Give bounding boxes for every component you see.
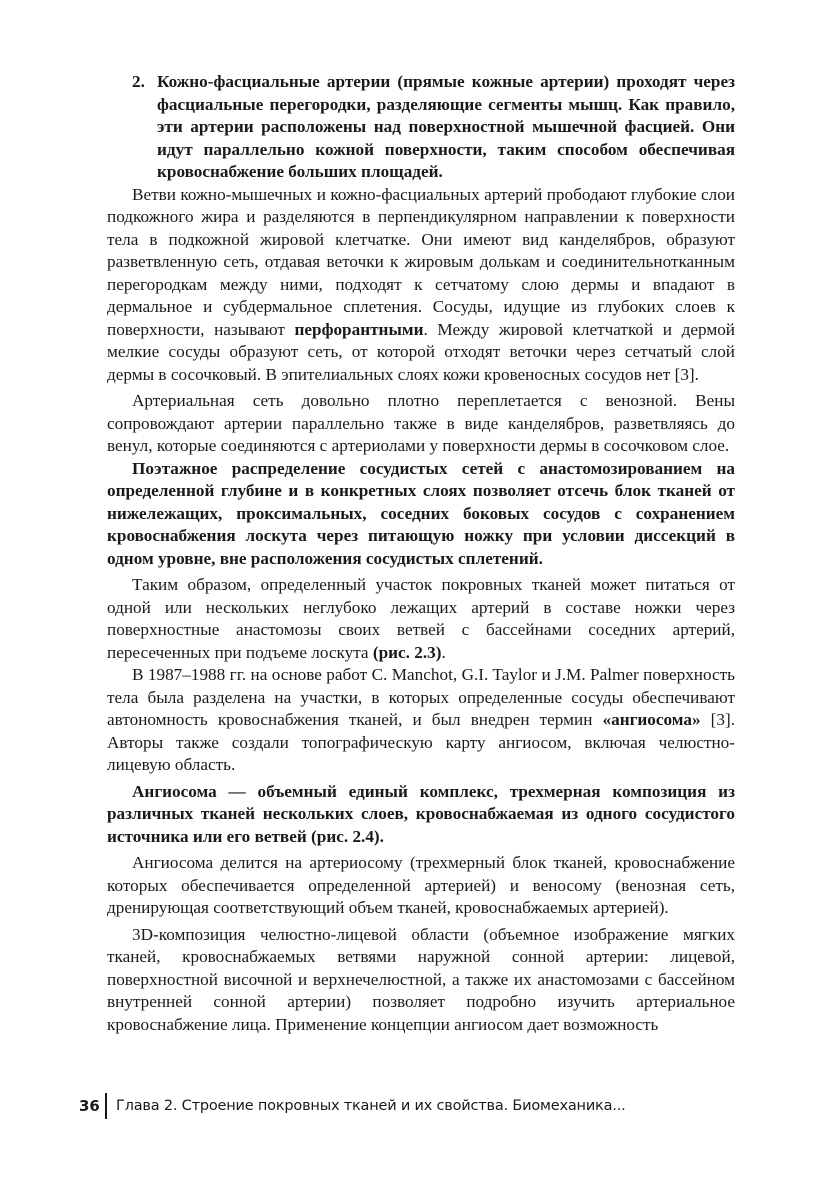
page-number: 36 (79, 1097, 100, 1115)
list-item-2 (107, 71, 735, 184)
term-perforators: перфорантными (294, 319, 424, 339)
page-footer (79, 1093, 626, 1119)
paragraph-3d-composition: 3D-композиция челюстно-лицевой области (объемное изображение мягких тканей, кровоснабжаемых ветвями наружной сонной артерии: лицевой, поверхностной височной и верхнечелюстной, а также их анастомозами с бассейном внутренней сонной артерии) позволяет подробно изучить артериальное кровоснабжение лица. Применение концепции ангиосом дает возможность (107, 924, 735, 1034)
running-head: Глава 2. Строение покровных тканей и их свойства. Биомеханика... (116, 1098, 626, 1114)
paragraph-arteriosome-venosome: Ангиосома делится на артериосому (трехмерный блок тканей, кровоснабжение которых обеспечивается определенной артерией) и веносому (венозная сеть, дренирующая соответствующий объем тканей, кровоснабжаемых артерией). (107, 853, 735, 917)
footer-divider (105, 1093, 107, 1119)
figure-ref-2-3: (рис. 2.3) (372, 642, 442, 662)
body-text (107, 71, 735, 1036)
paragraph-layered-distribution: Поэтажное распределение сосудистых сетей с анастомозированием на определенной глубине и в конкретных слоях позволяет отсечь блок тканей от нижележащих, проксимальных, соседних боковых сосудов с сохранением кровоснабжения лоскута через питающую ножку при условии диссекций в одном уровне, вне расположения сосудистых сплетений. (107, 458, 735, 568)
term-angiosome: «ангиосома» (602, 710, 701, 729)
list-item-text: Кожно-фасциальные артерии (прямые кожные артерии) проходят через фасциальные перегородки, разделяющие сегменты мышц. Как правило, эти артерии расположены над поверхностной мышечной фасцией. Они идут параллельно кожной поверхности, таким способом обеспечивая кровоснабжение больших площадей. (157, 72, 735, 181)
paragraph-angiosome-definition: Ангиосома — объемный единый комплекс, трехмерная композиция из различных тканей нескольких слоев, кровоснабжаемая из одного сосудистого источника или его ветвей (рис. 2.4). (107, 781, 735, 846)
paragraph-perforators: Ветви кожно-мышечных и кожно-фасциальных артерий прободают глубокие слои подкожного жира и разделяются в перпендикулярном направлении к поверхности тела в подкожной жировой клетчатке. Они имеют вид канделябров, образуют разветвленную сеть, отдавая веточки к жировым долькам и соединительнотканным перегородкам между ними, подходят к сетчатому слою дермы и впадают в дермальное и субдермальное сплетения. Сосуды, идущие из глубоких слоев к поверхности, называют перфорантными. Между жировой клетчаткой и дермой мелкие сосуды образуют сеть, от которой отходят веточки через сетчатый слой дермы в сосочковый. В эпителиальных слоях кожи кровеносных сосудов нет [3]. (107, 184, 735, 384)
list-number: 2. (132, 72, 145, 91)
paragraph-venous-network: Артериальная сеть довольно плотно переплетается с венозной. Вены сопровождают артерии параллельно также в виде канделябров, разветвляясь до венул, которые соединяются с артериолами у поверхности дермы в сосочковом слое. (107, 391, 735, 455)
paragraph-angiosome-history: В 1987–1988 гг. на основе работ C. Manchot, G.I. Taylor и J.M. Palmer поверхность тела была разделена на участки, в которых определенные сосуды обеспечивают автономность кровоснабжения тканей, и был внедрен термин «ангиосома» [3]. Авторы также создали топографическую карту ангиосом, включая челюстно-лицевую область. (107, 665, 736, 774)
paragraph-flap-supply: Таким образом, определенный участок покровных тканей может питаться от одной или нескольких неглубоко лежащих артерий в составе ножки через поверхностные анастомозы своих ветвей с бассейнами соседних артерий, пересеченных при подъеме лоскута (рис. 2.3). (107, 575, 735, 662)
